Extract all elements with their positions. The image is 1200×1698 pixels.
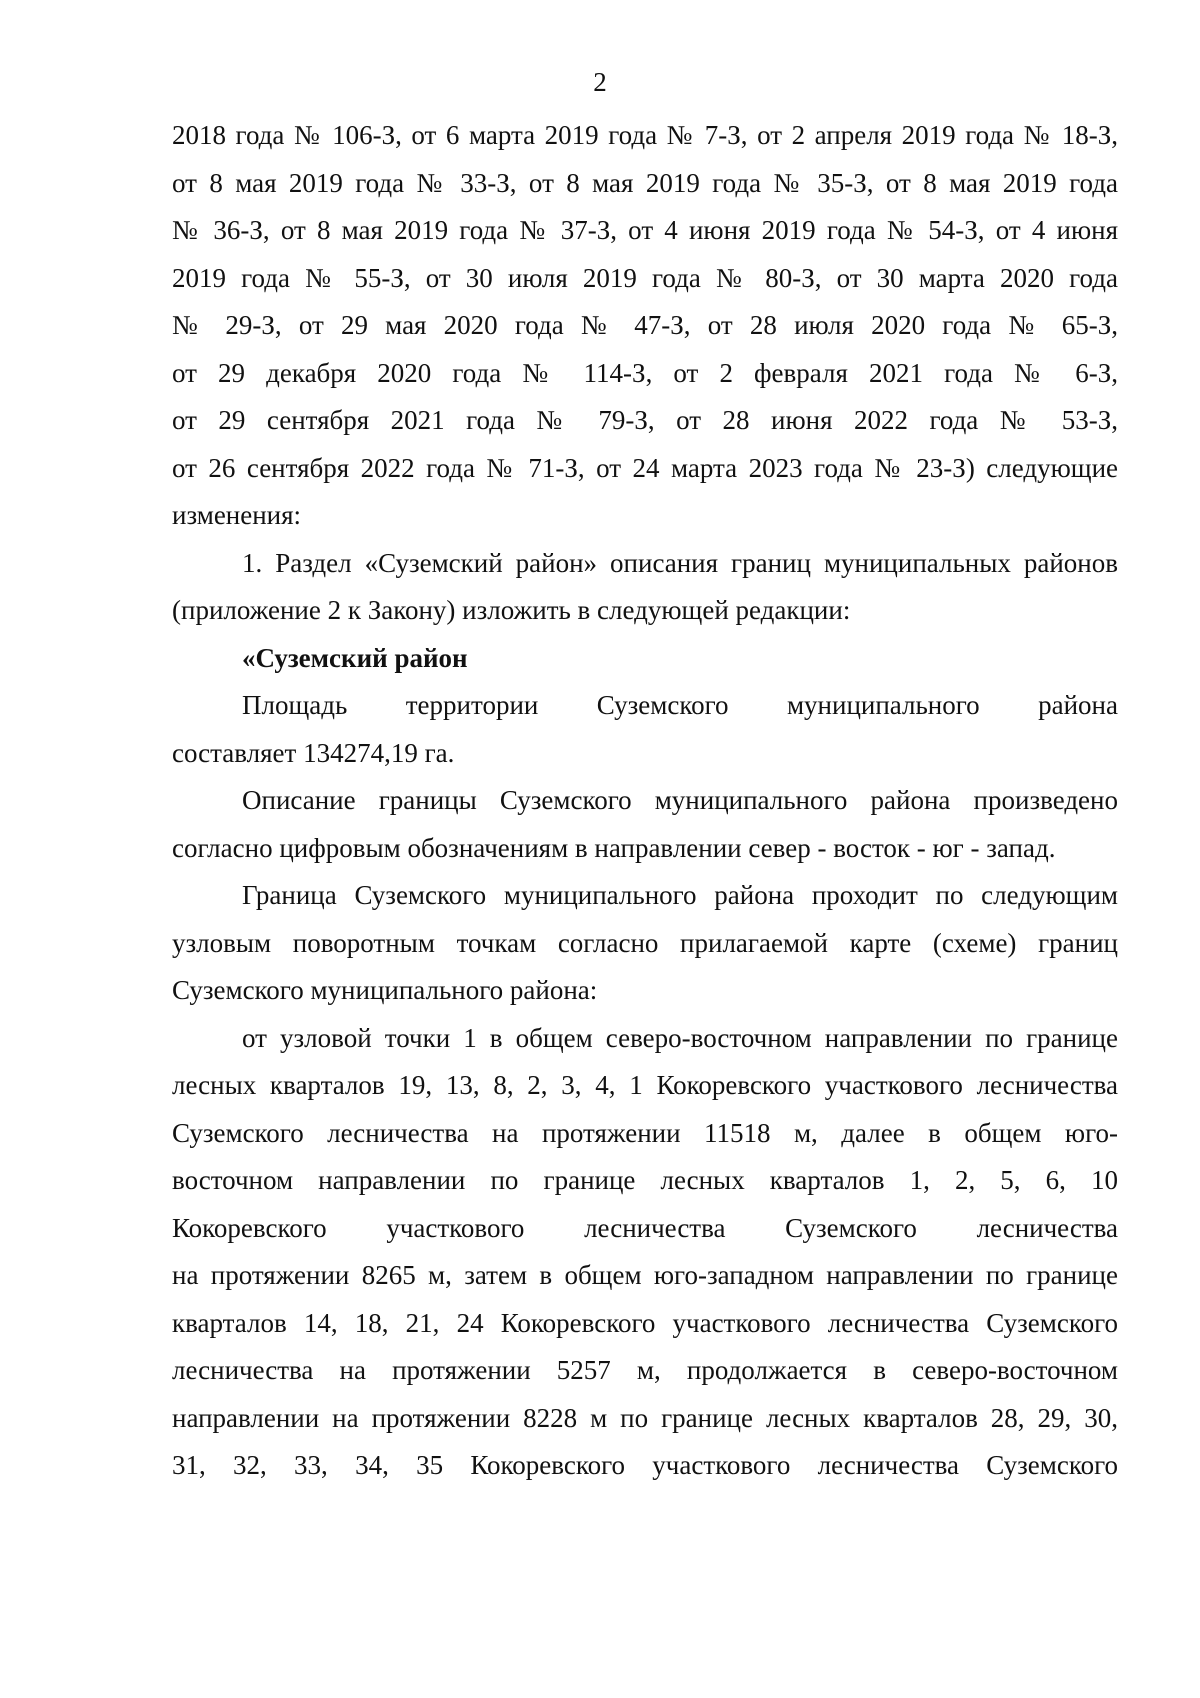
text-line: согласно цифровым обозначениям в направлении север - восток - юг - запад. bbox=[172, 832, 1056, 863]
text-line: Описание границы Суземского муниципального района произведено bbox=[242, 785, 1118, 815]
text-line: 31, 32, 33, 34, 35 Кокоревского участкового лесничества Суземского bbox=[172, 1450, 1118, 1480]
text-line: № 36-З, от 8 мая 2019 года № 37-З, от 4 июня 2019 года № 54-З, от 4 июня bbox=[172, 215, 1118, 245]
text-line: от 8 мая 2019 года № 33-З, от 8 мая 2019 года № 35-З, от 8 мая 2019 года bbox=[172, 167, 1118, 198]
page-number: 2 bbox=[593, 67, 607, 97]
text-line: узловым поворотным точкам согласно прилагаемой карте (схеме) границ bbox=[172, 927, 1118, 958]
text-line: Граница Суземского муниципального района проходит по следующим bbox=[242, 880, 1118, 910]
text-line: № 29-З, от 29 мая 2020 года № 47-З, от 28 июля 2020 года № 65-З, bbox=[172, 310, 1118, 340]
document-body bbox=[172, 112, 1118, 1490]
section-heading: «Суземский район bbox=[242, 642, 468, 673]
text-line: лесных кварталов 19, 13, 8, 2, 3, 4, 1 Кокоревского участкового лесничества bbox=[172, 1070, 1118, 1100]
text-line: на протяжении 8265 м, затем в общем юго-западном направлении по границе bbox=[172, 1260, 1118, 1290]
text-line: 1. Раздел «Суземский район» описания границ муниципальных районов bbox=[242, 547, 1118, 578]
text-line: от 29 сентября 2021 года № 79-З, от 28 июня 2022 года № 53-З, bbox=[172, 405, 1118, 435]
text-line: Кокоревского участкового лесничества Суземского лесничества bbox=[172, 1212, 1118, 1243]
text-line: лесничества на протяжении 5257 м, продолжается в северо-восточном bbox=[172, 1355, 1118, 1385]
text-line: направлении на протяжении 8228 м по границе лесных кварталов 28, 29, 30, bbox=[172, 1402, 1118, 1433]
text-line: (приложение 2 к Закону) изложить в следующей редакции: bbox=[172, 595, 851, 625]
text-line: от 26 сентября 2022 года № 71-З, от 24 марта 2023 года № 23-З) следующие bbox=[172, 452, 1118, 483]
text-line: Суземского муниципального района: bbox=[172, 975, 598, 1005]
text-line: Площадь территории Суземского муниципального района bbox=[242, 690, 1118, 720]
text-line: 2019 года № 55-З, от 30 июля 2019 года № 80-З, от 30 марта 2020 года bbox=[172, 262, 1118, 293]
text-line: изменения: bbox=[172, 500, 302, 530]
text-line: восточном направлении по границе лесных кварталов 1, 2, 5, 6, 10 bbox=[172, 1165, 1118, 1195]
text-line: 2018 года № 106-З, от 6 марта 2019 года № 7-З, от 2 апреля 2019 года № 18-З, bbox=[172, 120, 1118, 150]
text-line: составляет 134274,19 га. bbox=[172, 737, 455, 768]
text-line: от 29 декабря 2020 года № 114-З, от 2 февраля 2021 года № 6-З, bbox=[172, 357, 1118, 388]
text-line: от узловой точки 1 в общем северо-восточном направлении по границе bbox=[242, 1022, 1118, 1053]
text-line: Суземского лесничества на протяжении 11518 м, далее в общем юго- bbox=[172, 1117, 1118, 1148]
text-line: кварталов 14, 18, 21, 24 Кокоревского участкового лесничества Суземского bbox=[172, 1307, 1118, 1338]
